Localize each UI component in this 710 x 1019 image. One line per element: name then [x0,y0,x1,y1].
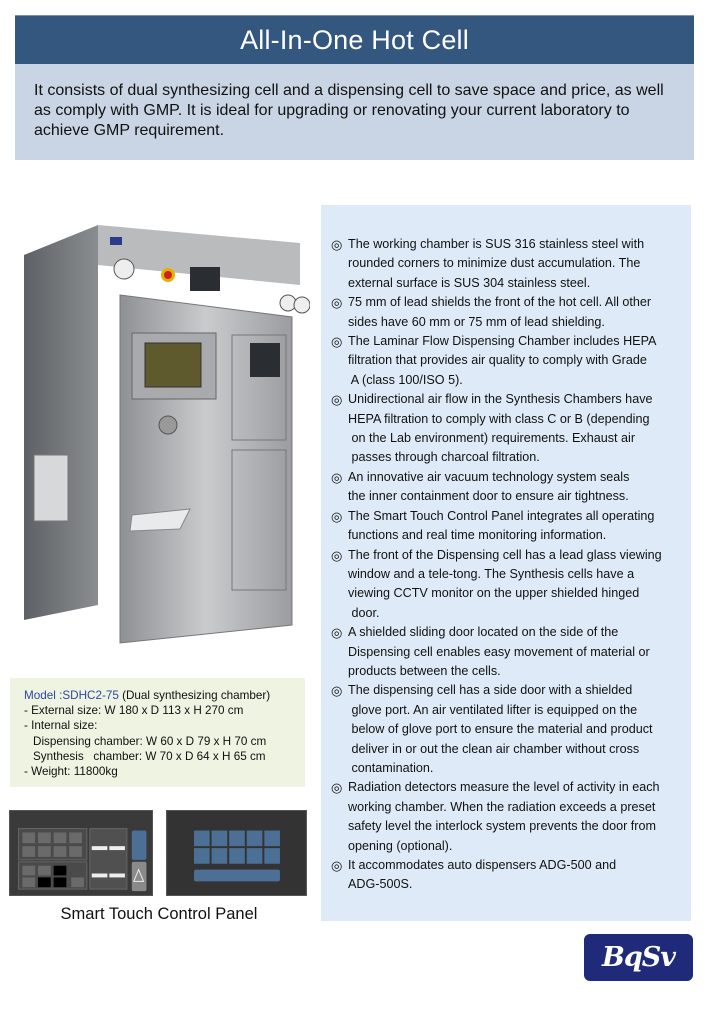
model-name: Model :SDHC2-75 [24,689,119,702]
feature-line: rounded corners to minimize dust accumulation. The [348,256,641,271]
bullet-icon: ◎ [331,625,343,641]
feature-line: working chamber. When the radiation exceeds a preset [348,799,656,814]
feature-line: An innovative air vacuum technology system seals [348,469,630,484]
feature-line: safety level the interlock system prevents the door from [348,819,656,834]
feature-list [331,235,691,895]
feature-item [331,293,691,332]
feature-line: the inner containment door to ensure air tightness. [348,489,629,504]
feature-line: The Laminar Flow Dispensing Chamber includes HEPA [348,334,657,349]
synthesis-chamber-size: Synthesis chamber: W 70 x D 64 x H 65 cm [33,749,266,763]
bullet-icon: ◎ [331,858,343,873]
bullet-icon: ◎ [331,508,343,524]
hot-cell-photo [20,225,310,645]
brand-logo [584,934,693,981]
feature-line: viewing CCTV monitor on the upper shielded hinged [348,586,640,601]
brand-logo-text: BqSv [602,942,675,973]
model-line [24,688,305,703]
feature-line: door. [348,605,380,620]
intro-paragraph: It consists of dual synthesizing cell and a dispensing cell to save space and price, as well as comply with GMP. It is ideal for upgrading or renovating your current laboratory to achieve GMP requirement. [15,64,694,160]
feature-line: The working chamber is SUS 316 stainless steel with [348,237,645,251]
feature-line: A (class 100/ISO 5). [348,372,463,387]
internal-size-label: - Internal size: [24,719,98,733]
feature-line: sides have 60 mm or 75 mm of lead shielding. [348,314,605,329]
bullet-icon: ◎ [331,295,343,311]
feature-line: contamination. [348,760,434,775]
feature-line: glove port. An air ventilated lifter is equipped on the [348,702,638,717]
feature-line: ADG-500S. [348,877,413,892]
title-bar [15,15,694,64]
bullet-icon: ◎ [331,334,343,350]
control-panel-caption: Smart Touch Control Panel [60,905,258,923]
feature-item [331,856,691,895]
bullet-icon: ◎ [331,237,343,252]
feature-item [331,546,691,624]
dispensing-chamber-size: Dispensing chamber: W 60 x D 79 x H 70 cm [33,734,267,748]
feature-item [331,507,691,546]
feature-line: below of glove port to ensure the material and product [348,722,653,737]
bullet-icon: ◎ [331,547,343,563]
bullet-icon: ◎ [331,469,343,485]
feature-item [331,681,691,778]
bullet-icon: ◎ [331,780,343,796]
feature-line: window and a tele-tong. The Synthesis cells have a [348,566,635,581]
feature-line: The dispensing cell has a side door with a shielded [348,683,633,698]
feature-line: It accommodates auto dispensers ADG-500 and [348,858,617,872]
bullet-icon: ◎ [331,392,343,408]
page-title: All-In-One Hot Cell [240,24,469,55]
feature-line: 75 mm of lead shields the front of the hot cell. All other [348,295,652,310]
feature-line: on the Lab environment) requirements. Exhaust air [348,431,636,446]
specifications-box [10,678,305,787]
model-description: (Dual synthesizing chamber) [118,689,271,702]
feature-line: passes through charcoal filtration. [348,450,540,465]
feature-line: The front of the Dispensing cell has a lead glass viewing [348,547,662,562]
feature-line: functions and real time monitoring information. [348,528,607,543]
external-size: - External size: W 180 x D 113 x H 270 cm [24,704,244,718]
bullet-icon: ◎ [331,683,343,699]
control-panel-screenshot-menu [166,810,307,896]
control-panel-screenshot-main [9,810,153,896]
feature-line: HEPA filtration to comply with class C or B (depending [348,411,650,426]
feature-line: A shielded sliding door located on the side of the [348,625,619,640]
feature-line: external surface is SUS 304 stainless steel. [348,275,591,290]
feature-line: deliver in or out the clean air chamber without cross [348,741,640,756]
feature-line: products between the cells. [348,663,501,678]
feature-item [331,235,691,293]
weight: - Weight: 11800kg [24,765,118,779]
feature-item [331,332,691,390]
feature-line: Unidirectional air flow in the Synthesis Chambers have [348,392,653,407]
feature-line: Dispensing cell enables easy movement of material or [348,644,650,659]
feature-item [331,778,691,856]
feature-line: filtration that provides air quality to comply with Grade [348,353,647,368]
feature-item [331,390,691,468]
feature-line: opening (optional). [348,838,453,853]
feature-item [331,623,691,681]
feature-line: The Smart Touch Control Panel integrates all operating [348,508,655,523]
feature-line: Radiation detectors measure the level of activity in each [348,780,660,795]
features-panel [321,205,691,921]
feature-item [331,468,691,507]
